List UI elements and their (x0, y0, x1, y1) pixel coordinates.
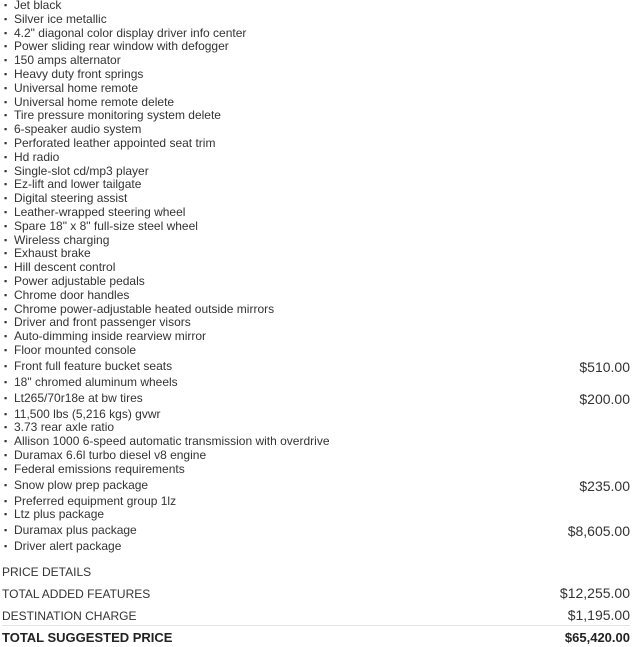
bullet-icon: ▪ (4, 509, 8, 520)
feature-label: Digital steering assist (14, 191, 128, 206)
bullet-icon: ▪ (4, 27, 8, 38)
total-added-features-label: TOTAL ADDED FEATURES (2, 587, 151, 601)
bullet-icon: ▪ (4, 317, 8, 328)
bullet-icon: ▪ (4, 165, 8, 176)
feature-label: Driver alert package (14, 539, 122, 554)
feature-label: Silver ice metallic (14, 11, 107, 26)
feature-label: Driver and front passenger visors (14, 315, 191, 330)
bullet-icon: ▪ (4, 82, 8, 93)
bullet-icon: ▪ (4, 392, 8, 403)
bullet-icon: ▪ (4, 331, 8, 342)
feature-item (0, 495, 638, 509)
feature-label: Auto-dimming inside rearview mirror (14, 329, 207, 344)
feature-item (0, 96, 638, 110)
feature-item (0, 220, 638, 234)
bullet-icon: ▪ (4, 0, 8, 10)
feature-label: Power adjustable pedals (14, 273, 145, 288)
feature-item (0, 27, 638, 41)
total-added-features-row (2, 585, 630, 601)
total-suggested-price-label: TOTAL SUGGESTED PRICE (2, 630, 173, 645)
feature-item (0, 123, 638, 137)
feature-label: Lt265/70r18e at bw tires (14, 390, 143, 405)
feature-item (0, 358, 638, 376)
total-suggested-price-row (2, 630, 630, 645)
feature-item (0, 522, 638, 540)
feature-item (0, 109, 638, 123)
feature-item (0, 0, 638, 13)
destination-charge-label: DESTINATION CHARGE (2, 609, 137, 623)
feature-item (0, 390, 638, 408)
bullet-icon: ▪ (4, 110, 8, 121)
bullet-icon: ▪ (4, 41, 8, 52)
feature-item (0, 421, 638, 435)
bullet-icon: ▪ (4, 463, 8, 474)
feature-item (0, 508, 638, 522)
feature-label: Perforated leather appointed seat trim (14, 135, 216, 150)
feature-item (0, 40, 638, 54)
bullet-icon: ▪ (4, 234, 8, 245)
feature-label: Single-slot cd/mp3 player (14, 163, 149, 178)
bullet-icon: ▪ (4, 408, 8, 419)
feature-price: $200.00 (579, 390, 630, 407)
bullet-icon: ▪ (4, 193, 8, 204)
bullet-icon: ▪ (4, 449, 8, 460)
feature-item (0, 151, 638, 165)
feature-label: 150 amps alternator (14, 53, 121, 68)
feature-label: Allison 1000 6-speed automatic transmission with overdrive (14, 434, 330, 449)
feature-label: Hd radio (14, 149, 60, 164)
feature-label: Federal emissions requirements (14, 461, 185, 476)
feature-price: $510.00 (579, 358, 630, 375)
feature-item (0, 316, 638, 330)
feature-item (0, 234, 638, 248)
destination-charge-row (2, 607, 630, 623)
feature-item (0, 165, 638, 179)
bullet-icon: ▪ (4, 360, 8, 371)
bullet-icon: ▪ (4, 262, 8, 273)
destination-charge-value: $1,195.00 (567, 607, 630, 623)
feature-item (0, 344, 638, 358)
total-divider (2, 625, 630, 626)
feature-item (0, 449, 638, 463)
feature-label: 11,500 lbs (5,216 kgs) gvwr (14, 406, 161, 421)
bullet-icon: ▪ (4, 303, 8, 314)
bullet-icon: ▪ (4, 479, 8, 490)
feature-label: Exhaust brake (14, 246, 91, 261)
feature-label: Chrome door handles (14, 287, 130, 302)
feature-item (0, 54, 638, 68)
feature-item (0, 376, 638, 390)
feature-item (0, 13, 638, 27)
feature-label: Jet black (14, 0, 62, 12)
feature-item (0, 463, 638, 477)
bullet-icon: ▪ (4, 248, 8, 259)
bullet-icon: ▪ (4, 289, 8, 300)
feature-label: 6-speaker audio system (14, 122, 142, 137)
feature-item (0, 206, 638, 220)
feature-label: Ez-lift and lower tailgate (14, 177, 142, 192)
feature-label: Chrome power-adjustable heated outside mirrors (14, 301, 275, 316)
feature-item (0, 477, 638, 495)
feature-label: Preferred equipment group 1lz (14, 493, 177, 508)
feature-label: Duramax plus package (14, 523, 137, 538)
feature-item (0, 82, 638, 96)
feature-label: Snow plow prep package (14, 477, 149, 492)
feature-price: $235.00 (579, 477, 630, 494)
feature-item (0, 137, 638, 151)
price-details-heading: PRICE DETAILS (2, 565, 92, 579)
feature-item (0, 330, 638, 344)
price-details (2, 565, 630, 645)
feature-item (0, 261, 638, 275)
bullet-icon: ▪ (4, 344, 8, 355)
bullet-icon: ▪ (4, 124, 8, 135)
bullet-icon: ▪ (4, 376, 8, 387)
feature-label: Floor mounted console (14, 342, 137, 357)
feature-item (0, 408, 638, 422)
total-suggested-price-value: $65,420.00 (564, 630, 630, 645)
feature-item (0, 540, 638, 554)
feature-label: 3.73 rear axle ratio (14, 420, 115, 435)
feature-item (0, 68, 638, 82)
bullet-icon: ▪ (4, 206, 8, 217)
bullet-icon: ▪ (4, 137, 8, 148)
feature-item (0, 289, 638, 303)
feature-label: Heavy duty front springs (14, 66, 144, 81)
feature-item (0, 178, 638, 192)
feature-label: 4.2" diagonal color display driver info center (14, 25, 247, 40)
feature-item (0, 303, 638, 317)
feature-item (0, 275, 638, 289)
feature-label: Universal home remote (14, 80, 139, 95)
feature-price: $8,605.00 (567, 523, 630, 540)
feature-label: 18" chromed aluminum wheels (14, 374, 178, 389)
feature-label: Spare 18" x 8" full-size steel wheel (14, 218, 198, 233)
bullet-icon: ▪ (4, 96, 8, 107)
feature-item (0, 192, 638, 206)
bullet-icon: ▪ (4, 525, 8, 536)
feature-label: Power sliding rear window with defogger (14, 39, 229, 54)
feature-item (0, 435, 638, 449)
total-added-features-value: $12,255.00 (559, 585, 630, 601)
bullet-icon: ▪ (4, 179, 8, 190)
feature-label: Front full feature bucket seats (14, 358, 173, 373)
bullet-icon: ▪ (4, 436, 8, 447)
bullet-icon: ▪ (4, 220, 8, 231)
feature-label: Leather-wrapped steering wheel (14, 204, 186, 219)
bullet-icon: ▪ (4, 541, 8, 552)
feature-label: Ltz plus package (14, 507, 105, 522)
bullet-icon: ▪ (4, 495, 8, 506)
bullet-icon: ▪ (4, 55, 8, 66)
bullet-icon: ▪ (4, 13, 8, 24)
feature-label: Hill descent control (14, 260, 116, 275)
feature-label: Tire pressure monitoring system delete (14, 108, 221, 123)
feature-label: Universal home remote delete (14, 94, 175, 109)
feature-label: Wireless charging (14, 232, 110, 247)
bullet-icon: ▪ (4, 68, 8, 79)
bullet-icon: ▪ (4, 151, 8, 162)
bullet-icon: ▪ (4, 422, 8, 433)
bullet-icon: ▪ (4, 275, 8, 286)
feature-item (0, 247, 638, 261)
feature-label: Duramax 6.6l turbo diesel v8 engine (14, 447, 207, 462)
